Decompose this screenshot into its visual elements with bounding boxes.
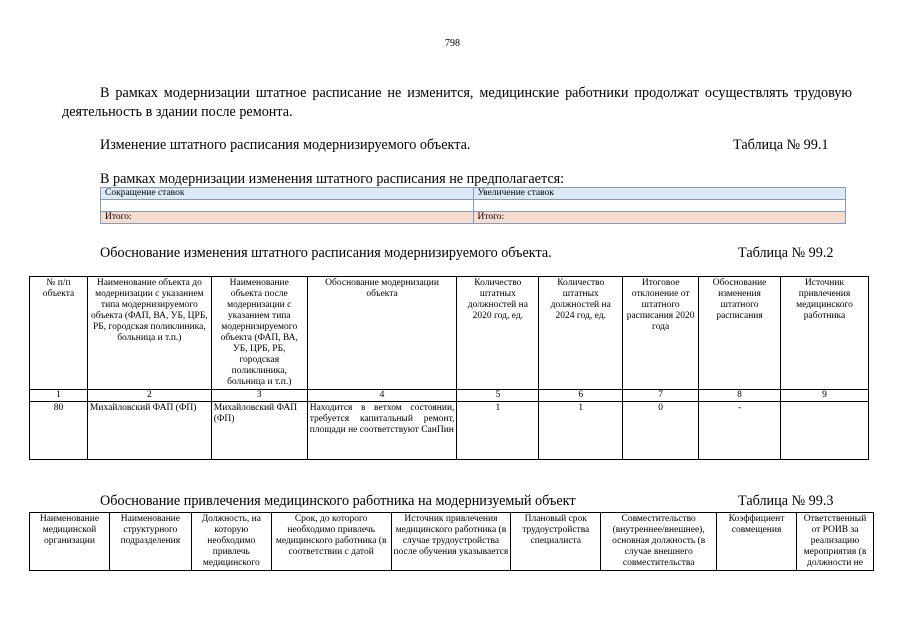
header-cell: Количество штатных должностей на 2020 год, ед.: [457, 277, 539, 390]
column-number: 6: [539, 390, 623, 402]
column-number: 4: [307, 390, 457, 402]
deviation: 0: [623, 402, 699, 460]
row-number: 80: [30, 402, 88, 460]
header-cell: Наименование медицинской организации: [30, 513, 110, 571]
object-before: Михайловский ФАП (ФП): [87, 402, 211, 460]
column-number: 9: [781, 390, 869, 402]
worker-attraction-table: [29, 512, 874, 571]
empty-cell: [473, 200, 846, 212]
column-number: 1: [30, 390, 88, 402]
staffing-change-table: [100, 187, 846, 224]
header-cell: Наименование объекта после модернизации с указанием типа модернизируемого объекта (ФАП, ВА, УБ, ЦРБ, РБ, городская поликлиника, больница и т.п.): [211, 277, 307, 390]
header-cell: Должность, на которую необходимо привлечь медицинского: [191, 513, 271, 571]
modernization-justification: Находится в ветхом состоянии, требуется капитальный ремонт, площади не соответствуют СанПин: [307, 402, 457, 460]
column-number: 7: [623, 390, 699, 402]
empty-cell: [101, 200, 474, 212]
change-reason: -: [699, 402, 781, 460]
count-2020: 1: [457, 402, 539, 460]
header-cell: Совместительство (внутреннее/внешнее), основная должность (в случае внешнего совместительства: [601, 513, 717, 571]
header-cell: Обоснование модернизации объекта: [307, 277, 457, 390]
column-number: 8: [699, 390, 781, 402]
total-left: Итого:: [101, 212, 474, 224]
header-cell: Итоговое отклонение от штатного расписания 2020 года: [623, 277, 699, 390]
source: [781, 402, 869, 460]
header-cell: Плановый срок трудоустройства специалиста: [511, 513, 601, 571]
header-cell: Наименование структурного подразделения: [109, 513, 191, 571]
header-increase: Увеличение ставок: [473, 188, 846, 200]
column-number: 5: [457, 390, 539, 402]
header-cell: Коэффициент совмещения: [717, 513, 797, 571]
intro-paragraph: В рамках модернизации штатное расписание не изменится, медицинские работники продолжат осуществлять трудовую деятельность в здании после ремонта.: [62, 85, 852, 120]
header-cell: Наименование объекта до модернизации с указанием типа модернизируемого объекта (ФАП, ВА, УБ, ЦРБ, РБ, городская поликлиника, больница и т.п.): [87, 277, 211, 390]
count-2024: 1: [539, 402, 623, 460]
table2-number: Таблица № 99.2: [738, 245, 834, 261]
table1-caption: Изменение штатного расписания модернизируемого объекта.: [100, 137, 471, 153]
header-cell: Обоснование изменения штатного расписания: [699, 277, 781, 390]
header-reduction: Сокращение ставок: [101, 188, 474, 200]
table1-subcaption: В рамках модернизации изменения штатного расписания не предполагается:: [100, 171, 565, 187]
total-right: Итого:: [473, 212, 846, 224]
column-number: 2: [87, 390, 211, 402]
header-cell: № п/п объекта: [30, 277, 88, 390]
header-cell: Количество штатных должностей на 2024 год, ед.: [539, 277, 623, 390]
column-number: 3: [211, 390, 307, 402]
header-cell: Источник привлечения медицинского работника: [781, 277, 869, 390]
page-number: 798: [445, 38, 460, 49]
page-crop: [0, 578, 905, 640]
table1-number: Таблица № 99.1: [733, 137, 829, 153]
object-after: Михайловский ФАП (ФП): [211, 402, 307, 460]
table3-caption: Обоснование привлечения медицинского работника на модернизуемый объект: [100, 493, 576, 509]
header-cell: Срок, до которого необходимо привлечь медицинского работника (в соответствии с датой: [271, 513, 391, 571]
table2-caption: Обоснование изменения штатного расписания модернизируемого объекта.: [100, 245, 552, 261]
staffing-justification-table: [29, 276, 869, 460]
header-cell: Ответственный от РОИВ за реализацию мероприятия (в должности не: [796, 513, 873, 571]
header-cell: Источник привлечения медицинского работника (в случае трудоустройства после обучения указывается: [391, 513, 511, 571]
table3-number: Таблица № 99.3: [738, 493, 834, 509]
